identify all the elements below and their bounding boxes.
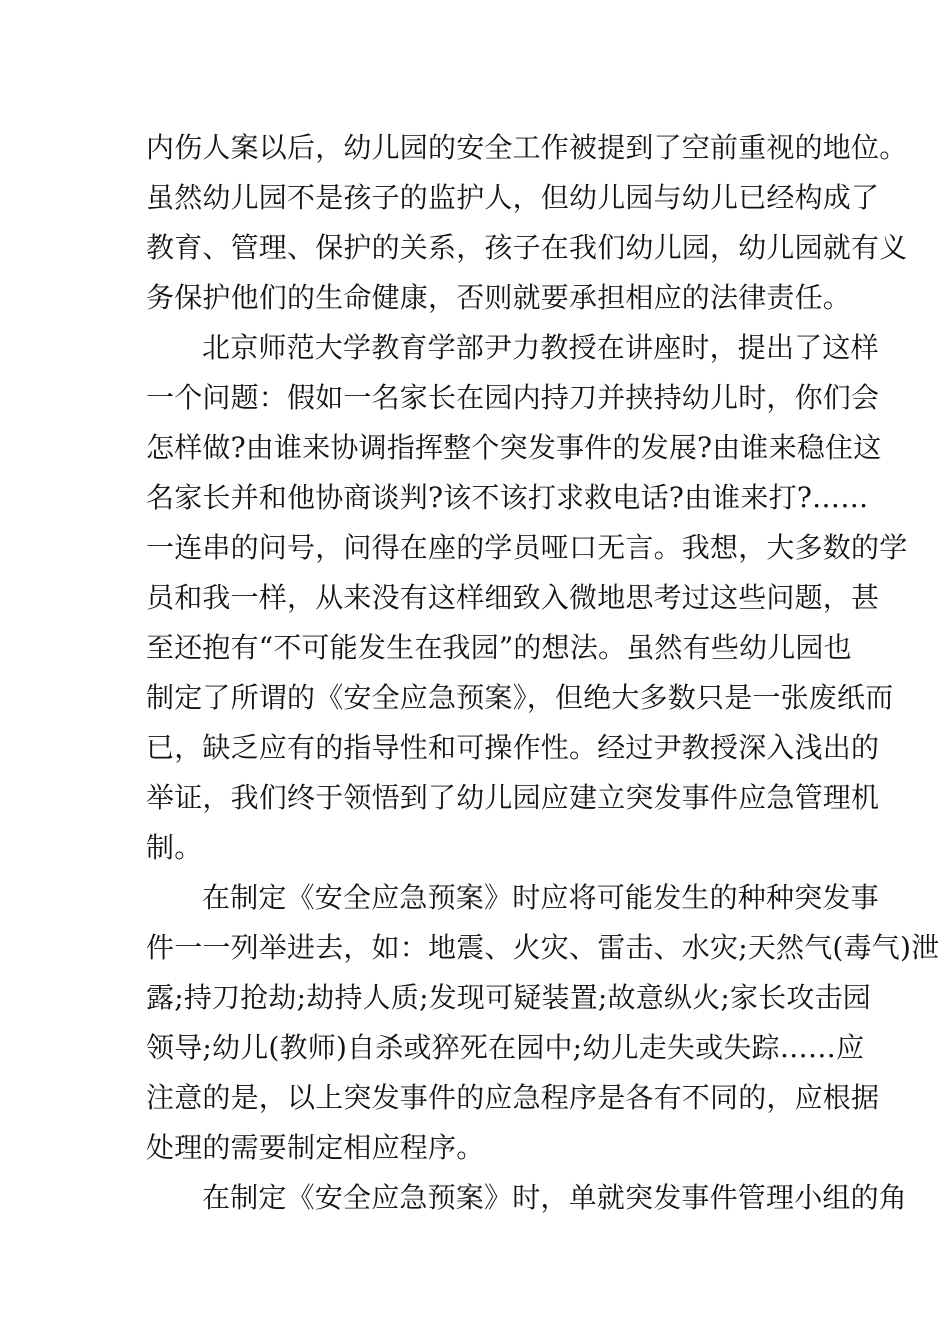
text-line: 名家长并和他协商谈判?该不该打求救电话?由谁来打?…… [146,481,869,514]
text-line: 制定了所谓的《安全应急预案》，但绝大多数只是一张废纸而 [146,681,894,714]
text-line: 制。 [146,831,203,864]
text-line: 领导;幼儿(教师)自杀或猝死在园中;幼儿走失或失踪……应 [146,1031,865,1064]
paragraph-start-line: 在制定《安全应急预案》时，单就突发事件管理小组的角 [202,1181,908,1214]
text-line: 举证，我们终于领悟到了幼儿园应建立突发事件应急管理机 [146,781,880,814]
text-line: 一连串的问号，问得在座的学员哑口无言。我想，大多数的学 [146,531,908,564]
text-line: 件一一列举进去，如：地震、火灾、雷击、水灾;天然气(毒气)泄 [146,931,940,964]
text-line: 员和我一样，从来没有这样细致入微地思考过这些问题，甚 [146,581,880,614]
paragraph-start-line: 在制定《安全应急预案》时应将可能发生的种种突发事 [202,881,879,914]
text-line: 怎样做?由谁来协调指挥整个突发事件的发展?由谁来稳住这 [146,431,882,464]
text-line: 处理的需要制定相应程序。 [146,1131,485,1164]
text-line: 教育、管理、保护的关系，孩子在我们幼儿园，幼儿园就有义 [146,231,908,264]
text-line: 务保护他们的生命健康，否则就要承担相应的法律责任。 [146,281,852,314]
text-line: 已，缺乏应有的指导性和可操作性。经过尹教授深入浅出的 [146,731,880,764]
text-line: 至还抱有“不可能发生在我园”的想法。虽然有些幼儿园也 [146,631,852,664]
text-line: 内伤人案以后，幼儿园的安全工作被提到了空前重视的地位。 [146,131,908,164]
text-line: 注意的是，以上突发事件的应急程序是各有不同的，应根据 [146,1081,880,1114]
text-line: 虽然幼儿园不是孩子的监护人，但幼儿园与幼儿已经构成了 [146,181,880,214]
text-line: 一个问题：假如一名家长在园内持刀并挟持幼儿时，你们会 [146,381,880,414]
paragraph-start-line: 北京师范大学教育学部尹力教授在讲座时，提出了这样 [202,331,879,364]
text-line: 露;持刀抢劫;劫持人质;发现可疑装置;故意纵火;家长攻击园 [146,981,871,1014]
